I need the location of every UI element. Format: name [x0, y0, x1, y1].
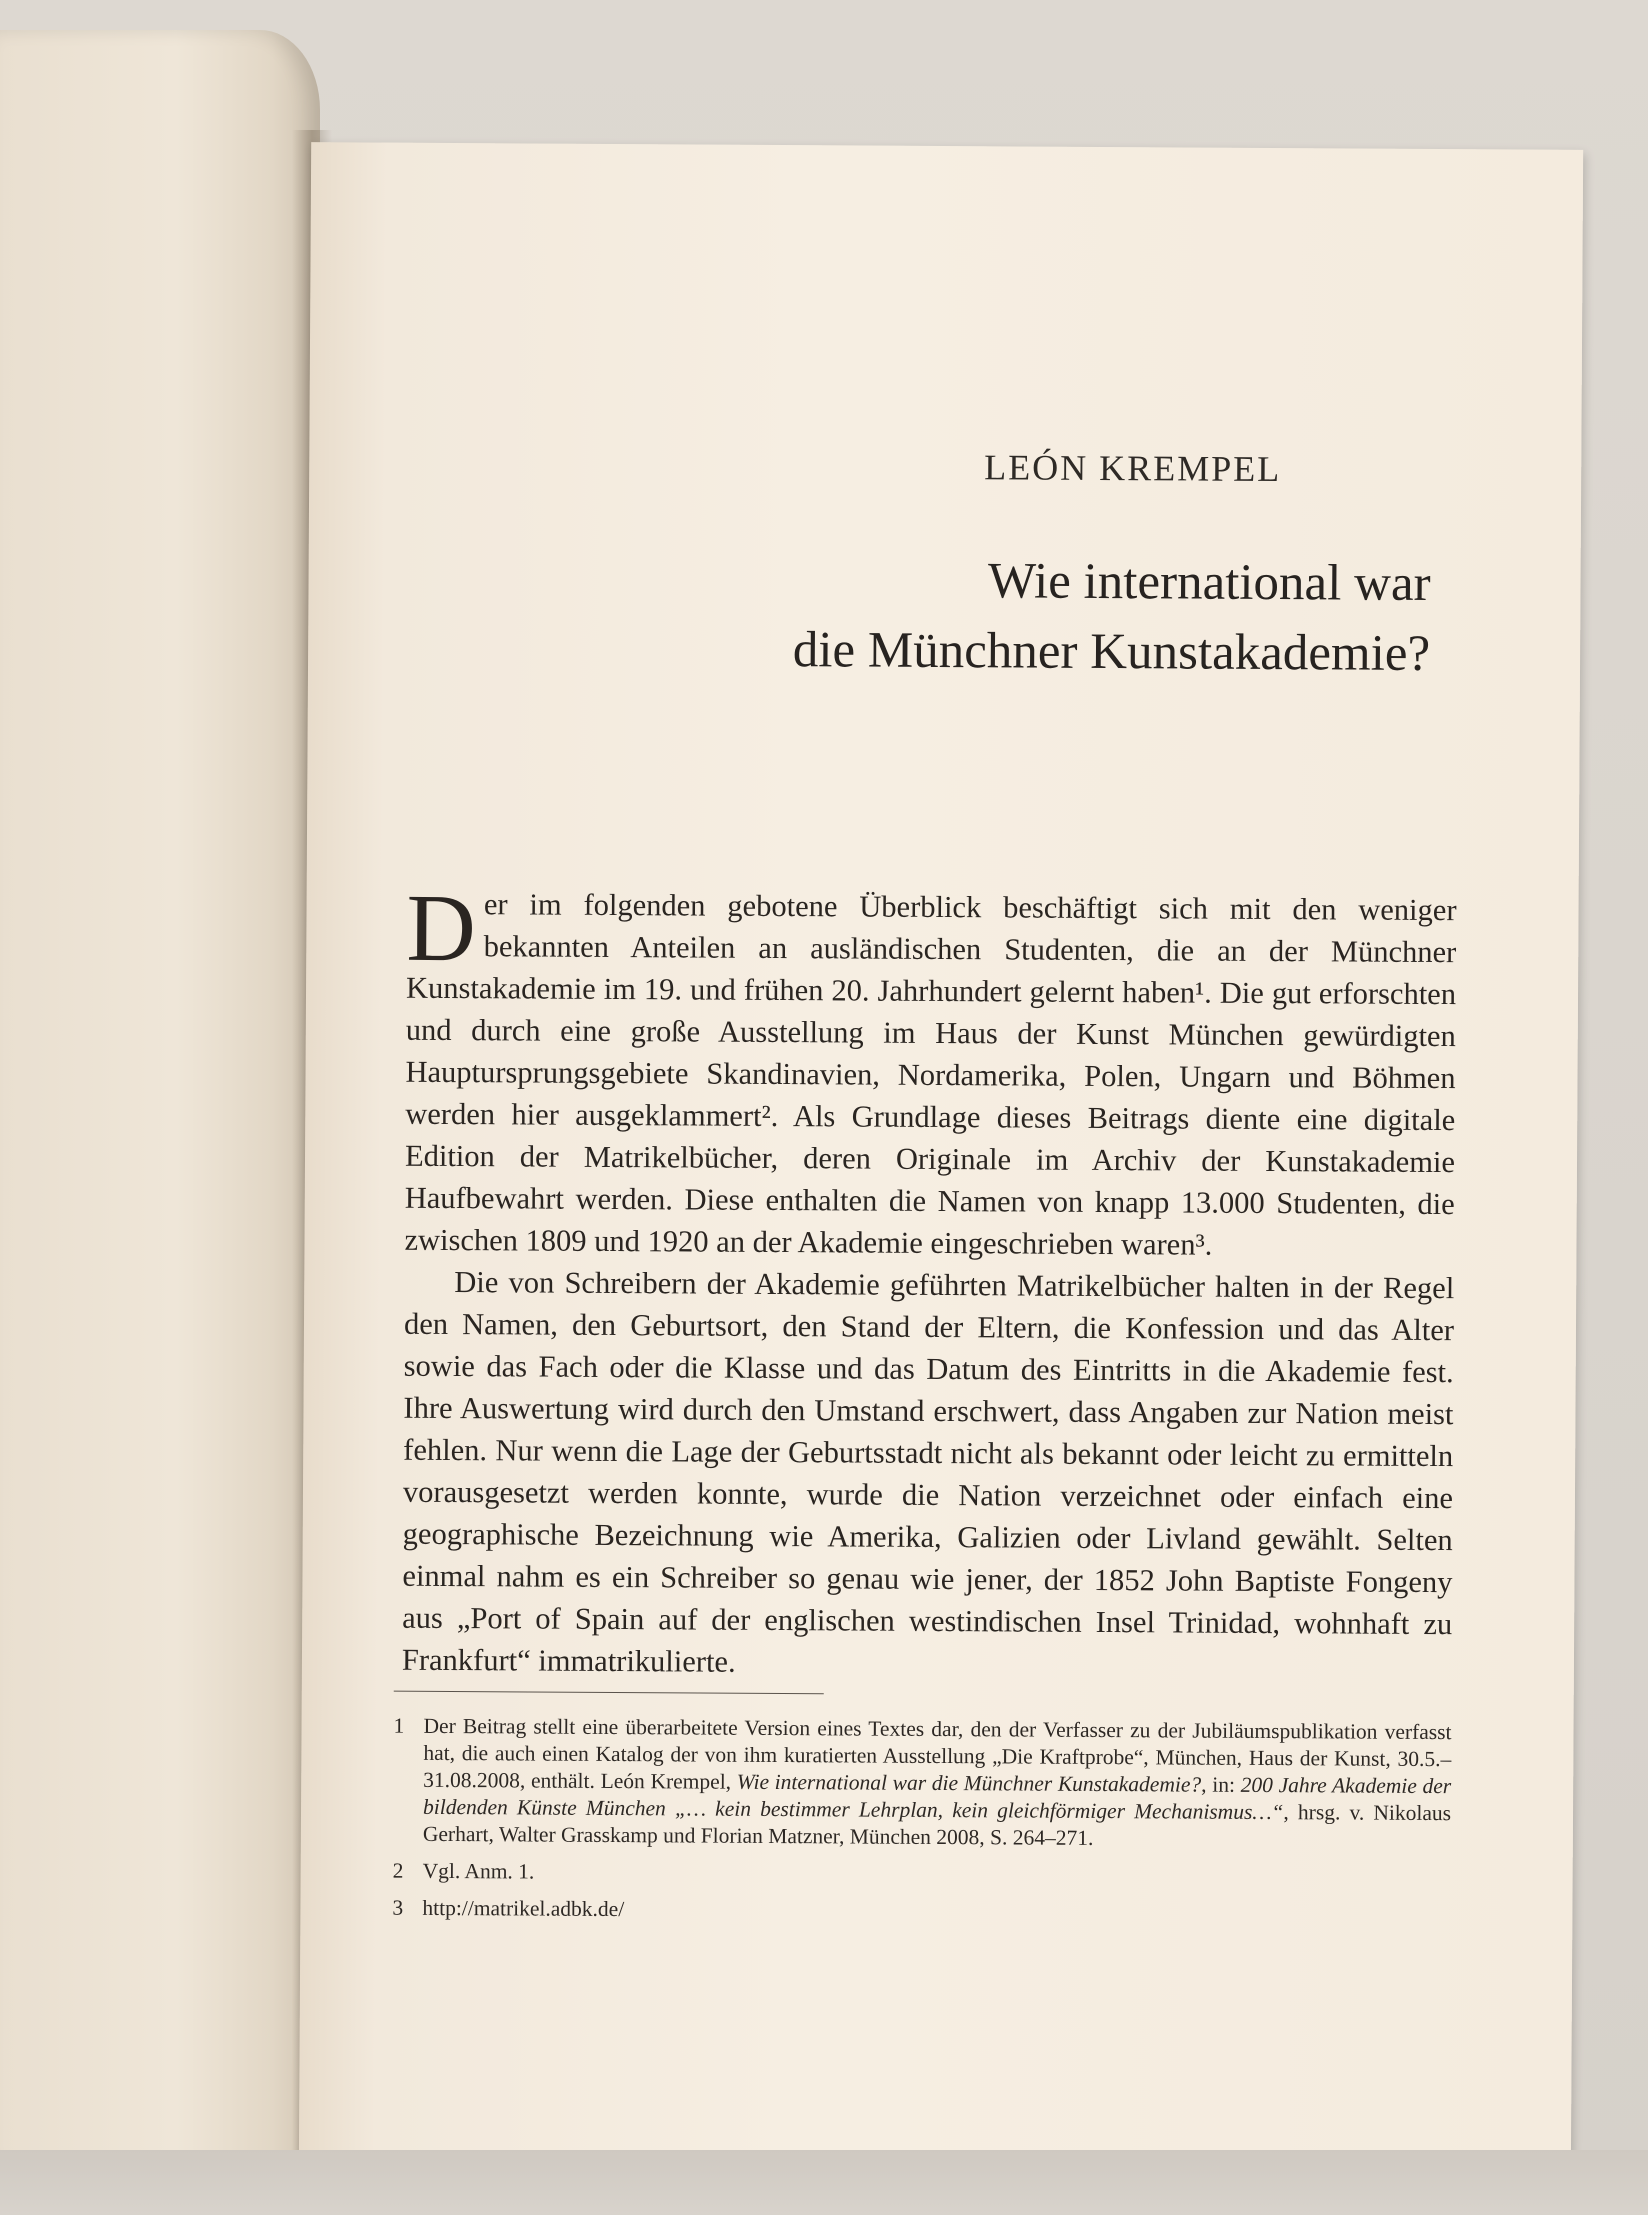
- paragraph-2: Die von Schreibern der Akademie geführten Matrikelbücher halten in der Regel den Namen, den Geburtsort, den Stand der Eltern, die Konfession und das Alter sowie das Fach oder die Klasse und das Datum des Eintritts in die Akademie fest. Ihre Auswertung wird durch den Umstand erschwert, dass Angaben zur Nation meist fehlen. Nur wenn die Lage der Geburtsstadt nicht als bekannt oder leicht zu ermitteln vorausgesetzt werden konnte, wurde die Nation verzeichnet oder einfach eine geographische Bezeichnung wie Amerika, Galizien oder Livland gewählt. Selten einmal nahm es ein Schreiber so genau wie jener, der 1852 John Baptiste Fongeny aus „Port of Spain auf der englischen westindischen Insel Trinidad, wohnhaft zu Frankfurt“ immatrikulierte.: [401, 1265, 1455, 1679]
- footnote-rule: [394, 1691, 824, 1695]
- footnote-text: , hrsg. v. Nikolaus Gerhart, Walter Grasskamp und Florian Matzner, München 2008, S. 264–271.: [422, 1800, 1452, 1850]
- footnote-2: [393, 1858, 1451, 1891]
- footnote-italic-title: Wie international war die Münchner Kunstakademie?: [736, 1769, 1202, 1797]
- footnotes: [392, 1713, 1451, 1938]
- footnote-3: [392, 1895, 1450, 1928]
- chapter-title-line-2: die Münchner Kunstakademie?: [792, 622, 1431, 682]
- table-surface: [0, 2150, 1648, 2215]
- footnote-number: 3: [392, 1895, 404, 1920]
- chapter-title: [793, 545, 1431, 689]
- footnote-1: [393, 1713, 1452, 1854]
- right-page: [299, 142, 1583, 2182]
- footnote-number: 2: [392, 1858, 404, 1883]
- left-page: [0, 30, 320, 2170]
- body-text: [401, 873, 1457, 1687]
- chapter-author: LEÓN KREMPEL: [984, 447, 1282, 490]
- footnote-text: , in:: [1201, 1772, 1241, 1797]
- drop-cap: D: [406, 873, 477, 982]
- page-content: [299, 142, 1583, 2182]
- footnote-number: 1: [393, 1713, 405, 1738]
- footnote-text: Der Beitrag stellt eine überarbeitete Version eines Textes dar, den der Verfasser zu der Jubiläumspublikation verfasst hat, die auch einen Katalog der von ihm kuratierten Ausstellung „Die Kraftprobe“, München, Haus der Kunst, 30.5.–31.08.2008, enthält. León Krempel,: [423, 1713, 1452, 1794]
- paragraph-1: [404, 873, 1457, 1267]
- footnote-url: http://matrikel.adbk.de/: [422, 1895, 625, 1922]
- paragraph-1-text: er im folgenden gebotene Überblick beschäftigt sich mit den weniger bekannten Anteilen an ausländischen Studenten, die an der Münchner Kunstakademie im 19. und frühen 20. Jahrhundert gelernt haben¹. Die gut erforschten und durch eine große Ausstellung im Haus der Kunst München gewürdigten Hauptursprungsgebiete Skandinavien, Nordamerika, Polen, Ungarn und Böhmen werden hier ausgeklammert². Als Grundlage dieses Beitrags diente eine digitale Edition der Matrikelbücher, deren Originale im Archiv der Kunstakademie Haufbewahrt werden. Diese enthalten die Namen von knapp 13.000 Studenten, die zwischen 1809 und 1920 an der Akademie eingeschrieben waren³.: [404, 887, 1457, 1262]
- footnote-text: Vgl. Anm. 1.: [422, 1858, 535, 1884]
- footnote-italic-title: 200 Jahre Akademie der bildenden Künste München „… kein bestimmer Lehrplan, kein gleichförmiger Mechanismus…“: [422, 1772, 1452, 1825]
- chapter-title-line-1: Wie international war: [987, 553, 1431, 612]
